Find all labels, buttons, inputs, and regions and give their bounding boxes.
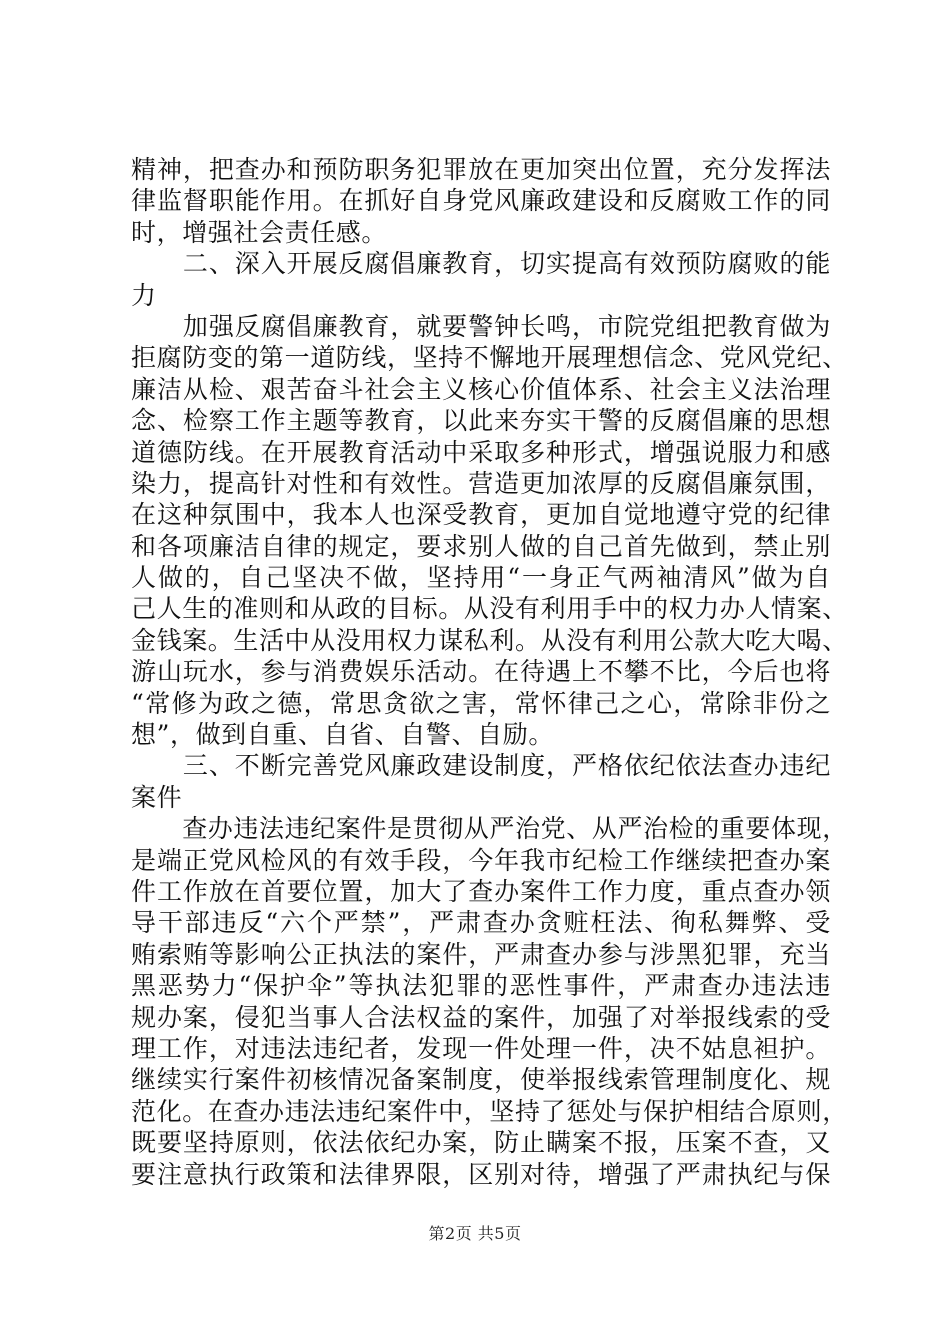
text-line: 拒腐防变的第一道防线，坚持不懈地开展理想信念、党风党纪、 <box>131 343 848 373</box>
text-line: 游山玩水，参与消费娱乐活动。在待遇上不攀不比，今后也将 <box>131 657 831 687</box>
text-line: 人做的，自己坚决不做，坚持用“一身正气两袖清风”做为自 <box>131 563 831 593</box>
text-line: 继续实行案件初核情况备案制度，使举报线索管理制度化、规 <box>131 1065 831 1095</box>
text-line: 廉洁从检、艰苦奋斗社会主义核心价值体系、社会主义法治理 <box>131 374 831 404</box>
text-line: 二、深入开展反腐倡廉教育，切实提高有效预防腐败的能 <box>131 249 831 279</box>
text-line: 染力，提高针对性和有效性。营造更加浓厚的反腐倡廉氛围， <box>131 468 831 498</box>
text-line: 范化。在查办违法违纪案件中，坚持了惩处与保护相结合原则， <box>131 1096 848 1126</box>
text-line: 理工作，对违法违纪者，发现一件处理一件，决不姑息袒护。 <box>131 1033 831 1063</box>
text-line: 力 <box>131 280 157 310</box>
text-line: 想”，做到自重、自省、自警、自励。 <box>131 720 554 750</box>
text-line: 加强反腐倡廉教育，就要警钟长鸣，市院党组把教育做为 <box>131 311 831 341</box>
text-line: 己人生的准则和从政的目标。从没有利用手中的权力办人情案、 <box>131 594 848 624</box>
text-line: 案件 <box>131 782 183 812</box>
text-line: 精神，把查办和预防职务犯罪放在更加突出位置，充分发挥法 <box>131 155 831 184</box>
text-line: 规办案，侵犯当事人合法权益的案件，加强了对举报线索的受 <box>131 1002 831 1032</box>
text-line: 既要坚持原则，依法依纪办案，防止瞒案不报，压案不查，又 <box>131 1128 831 1158</box>
page-footer: 第2页 共5页 <box>428 1224 522 1243</box>
text-line: “常修为政之德，常思贪欲之害，常怀律己之心，常除非份之 <box>131 688 831 718</box>
text-line: 要注意执行政策和法律界限，区别对待，增强了严肃执纪与保 <box>131 1159 831 1189</box>
text-line: 道德防线。在开展教育活动中采取多种形式，增强说服力和感 <box>131 437 831 467</box>
text-line: 念、检察工作主题等教育，以此来夯实干警的反腐倡廉的思想 <box>131 406 831 436</box>
text-line: 件工作放在首要位置，加大了查办案件工作力度，重点查办领 <box>131 876 831 906</box>
text-line: 在这种氛围中，我本人也深受教育，更加自觉地遵守党的纪律 <box>131 500 831 530</box>
text-line: 查办违法违纪案件是贯彻从严治党、从严治检的重要体现， <box>131 814 848 844</box>
text-line: 金钱案。生活中从没用权力谋私利。从没有利用公款大吃大喝、 <box>131 625 848 655</box>
text-line: 贿索贿等影响公正执法的案件，严肃查办参与涉黑犯罪，充当 <box>131 939 831 969</box>
text-line: 导干部违反“六个严禁”，严肃查办贪赃枉法、徇私舞弊、受 <box>131 908 831 938</box>
text-line: 是端正党风检风的有效手段，今年我市纪检工作继续把查办案 <box>131 845 831 875</box>
text-line: 律监督职能作用。在抓好自身党风廉政建设和反腐败工作的同 <box>131 186 831 216</box>
text-line: 三、不断完善党风廉政建设制度，严格依纪依法查办违纪 <box>131 751 831 781</box>
text-line: 和各项廉洁自律的规定，要求别人做的自己首先做到，禁止别 <box>131 531 831 561</box>
document-body <box>131 154 848 1190</box>
text-line: 时，增强社会责任感。 <box>131 217 388 247</box>
text-line: 黑恶势力“保护伞”等执法犯罪的恶性事件，严肃查办违法违 <box>131 971 831 1001</box>
